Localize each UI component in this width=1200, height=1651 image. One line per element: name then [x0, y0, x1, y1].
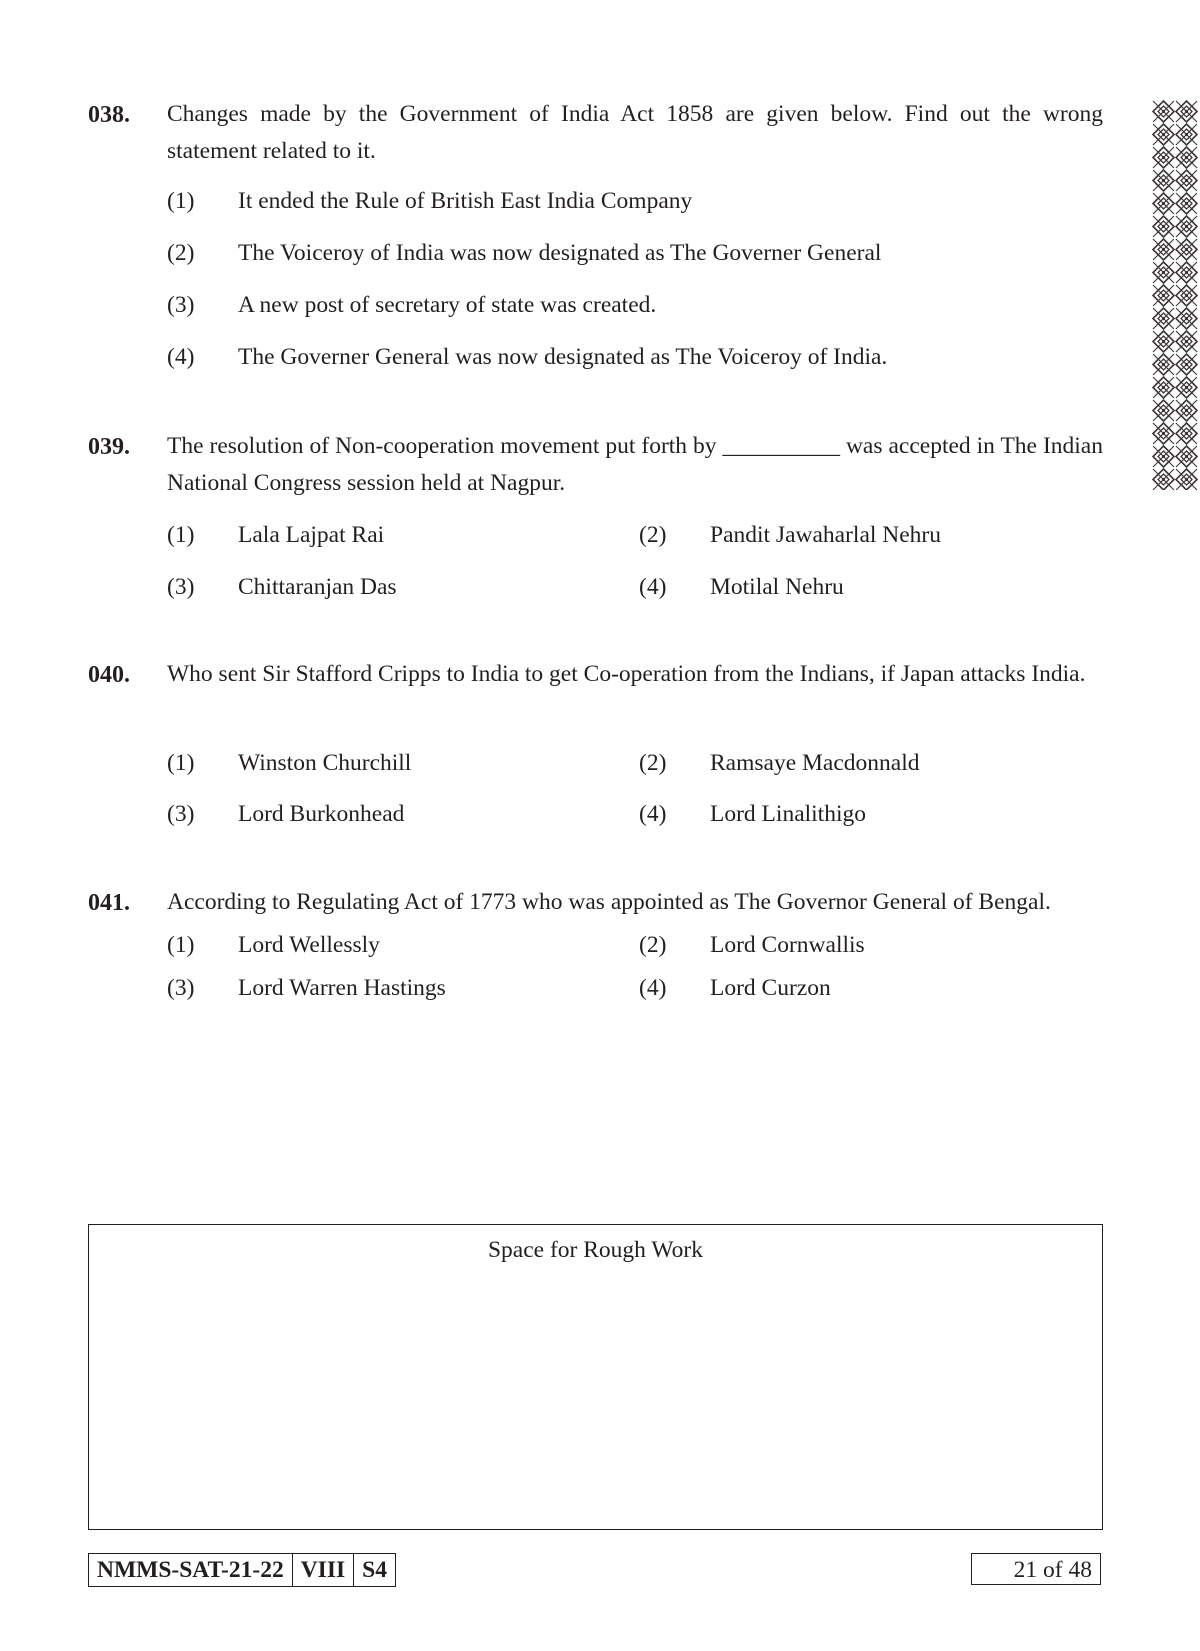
option-text: Lord Wellessly — [238, 932, 380, 958]
option-text: Lord Burkonhead — [238, 801, 405, 827]
exam-set: S4 — [362, 1557, 387, 1583]
option-number: (2) — [167, 240, 195, 266]
option-number: (3) — [167, 574, 195, 600]
page-number: 21 of 48 — [971, 1553, 1101, 1585]
option-text: Winston Churchill — [238, 750, 412, 776]
option-text: The Voiceroy of India was now designated as The Governer General — [238, 240, 882, 266]
option-number: (3) — [167, 975, 195, 1001]
question-number: 038. — [88, 102, 130, 128]
option-text: Chittaranjan Das — [238, 574, 397, 600]
question-text: According to Regulating Act of 1773 who was appointed as The Governor General of Bengal. — [167, 889, 1051, 915]
question-038 — [88, 96, 1103, 170]
option-number: (2) — [639, 522, 667, 548]
option-text: Pandit Jawaharlal Nehru — [710, 522, 942, 548]
rough-work-box — [88, 1224, 1103, 1530]
option-number: (4) — [167, 344, 195, 370]
option-number: (4) — [639, 801, 667, 827]
question-text: Who sent Sir Stafford Cripps to India to get Co-operation from the Indians, if Japan attacks India. — [167, 661, 1086, 687]
option-text: The Governer General was now designated as The Voiceroy of India. — [238, 344, 888, 370]
question-text: Changes made by the Government of India Act 1858 are given below. Find out the wrong statement related to it. — [167, 101, 1103, 164]
question-text: The resolution of Non-cooperation movement put forth by __________ was accepted in The Indian National Congress session held at Nagpur. — [167, 433, 1103, 496]
question-039 — [88, 428, 1103, 502]
exam-code-box — [88, 1553, 396, 1587]
option-number: (4) — [639, 574, 667, 600]
option-text: Lord Cornwallis — [710, 932, 865, 958]
option-number: (3) — [167, 801, 195, 827]
option-text: Lord Curzon — [710, 975, 831, 1001]
option-text: Lord Warren Hastings — [238, 975, 446, 1001]
option-number: (3) — [167, 292, 195, 318]
option-number: (2) — [639, 932, 667, 958]
option-number: (2) — [639, 750, 667, 776]
question-number: 040. — [88, 662, 130, 688]
option-text: Motilal Nehru — [710, 574, 844, 600]
question-040 — [88, 656, 1103, 693]
decorative-border-pattern — [1152, 100, 1198, 490]
question-number: 041. — [88, 890, 130, 916]
option-number: (1) — [167, 522, 195, 548]
question-041 — [88, 884, 1103, 921]
option-number: (1) — [167, 750, 195, 776]
option-number: (4) — [639, 975, 667, 1001]
option-text: Ramsaye Macdonnald — [710, 750, 920, 776]
option-text: It ended the Rule of British East India Company — [238, 188, 693, 214]
option-number: (1) — [167, 188, 195, 214]
rough-work-title: Space for Rough Work — [487, 1237, 703, 1263]
option-text: Lord Linalithigo — [710, 801, 866, 827]
question-number: 039. — [88, 434, 130, 460]
exam-class: VIII — [293, 1554, 354, 1586]
option-number: (1) — [167, 932, 195, 958]
exam-code: NMMS-SAT-21-22 — [89, 1554, 293, 1586]
option-text: Lala Lajpat Rai — [238, 522, 385, 548]
option-text: A new post of secretary of state was created. — [238, 292, 657, 318]
